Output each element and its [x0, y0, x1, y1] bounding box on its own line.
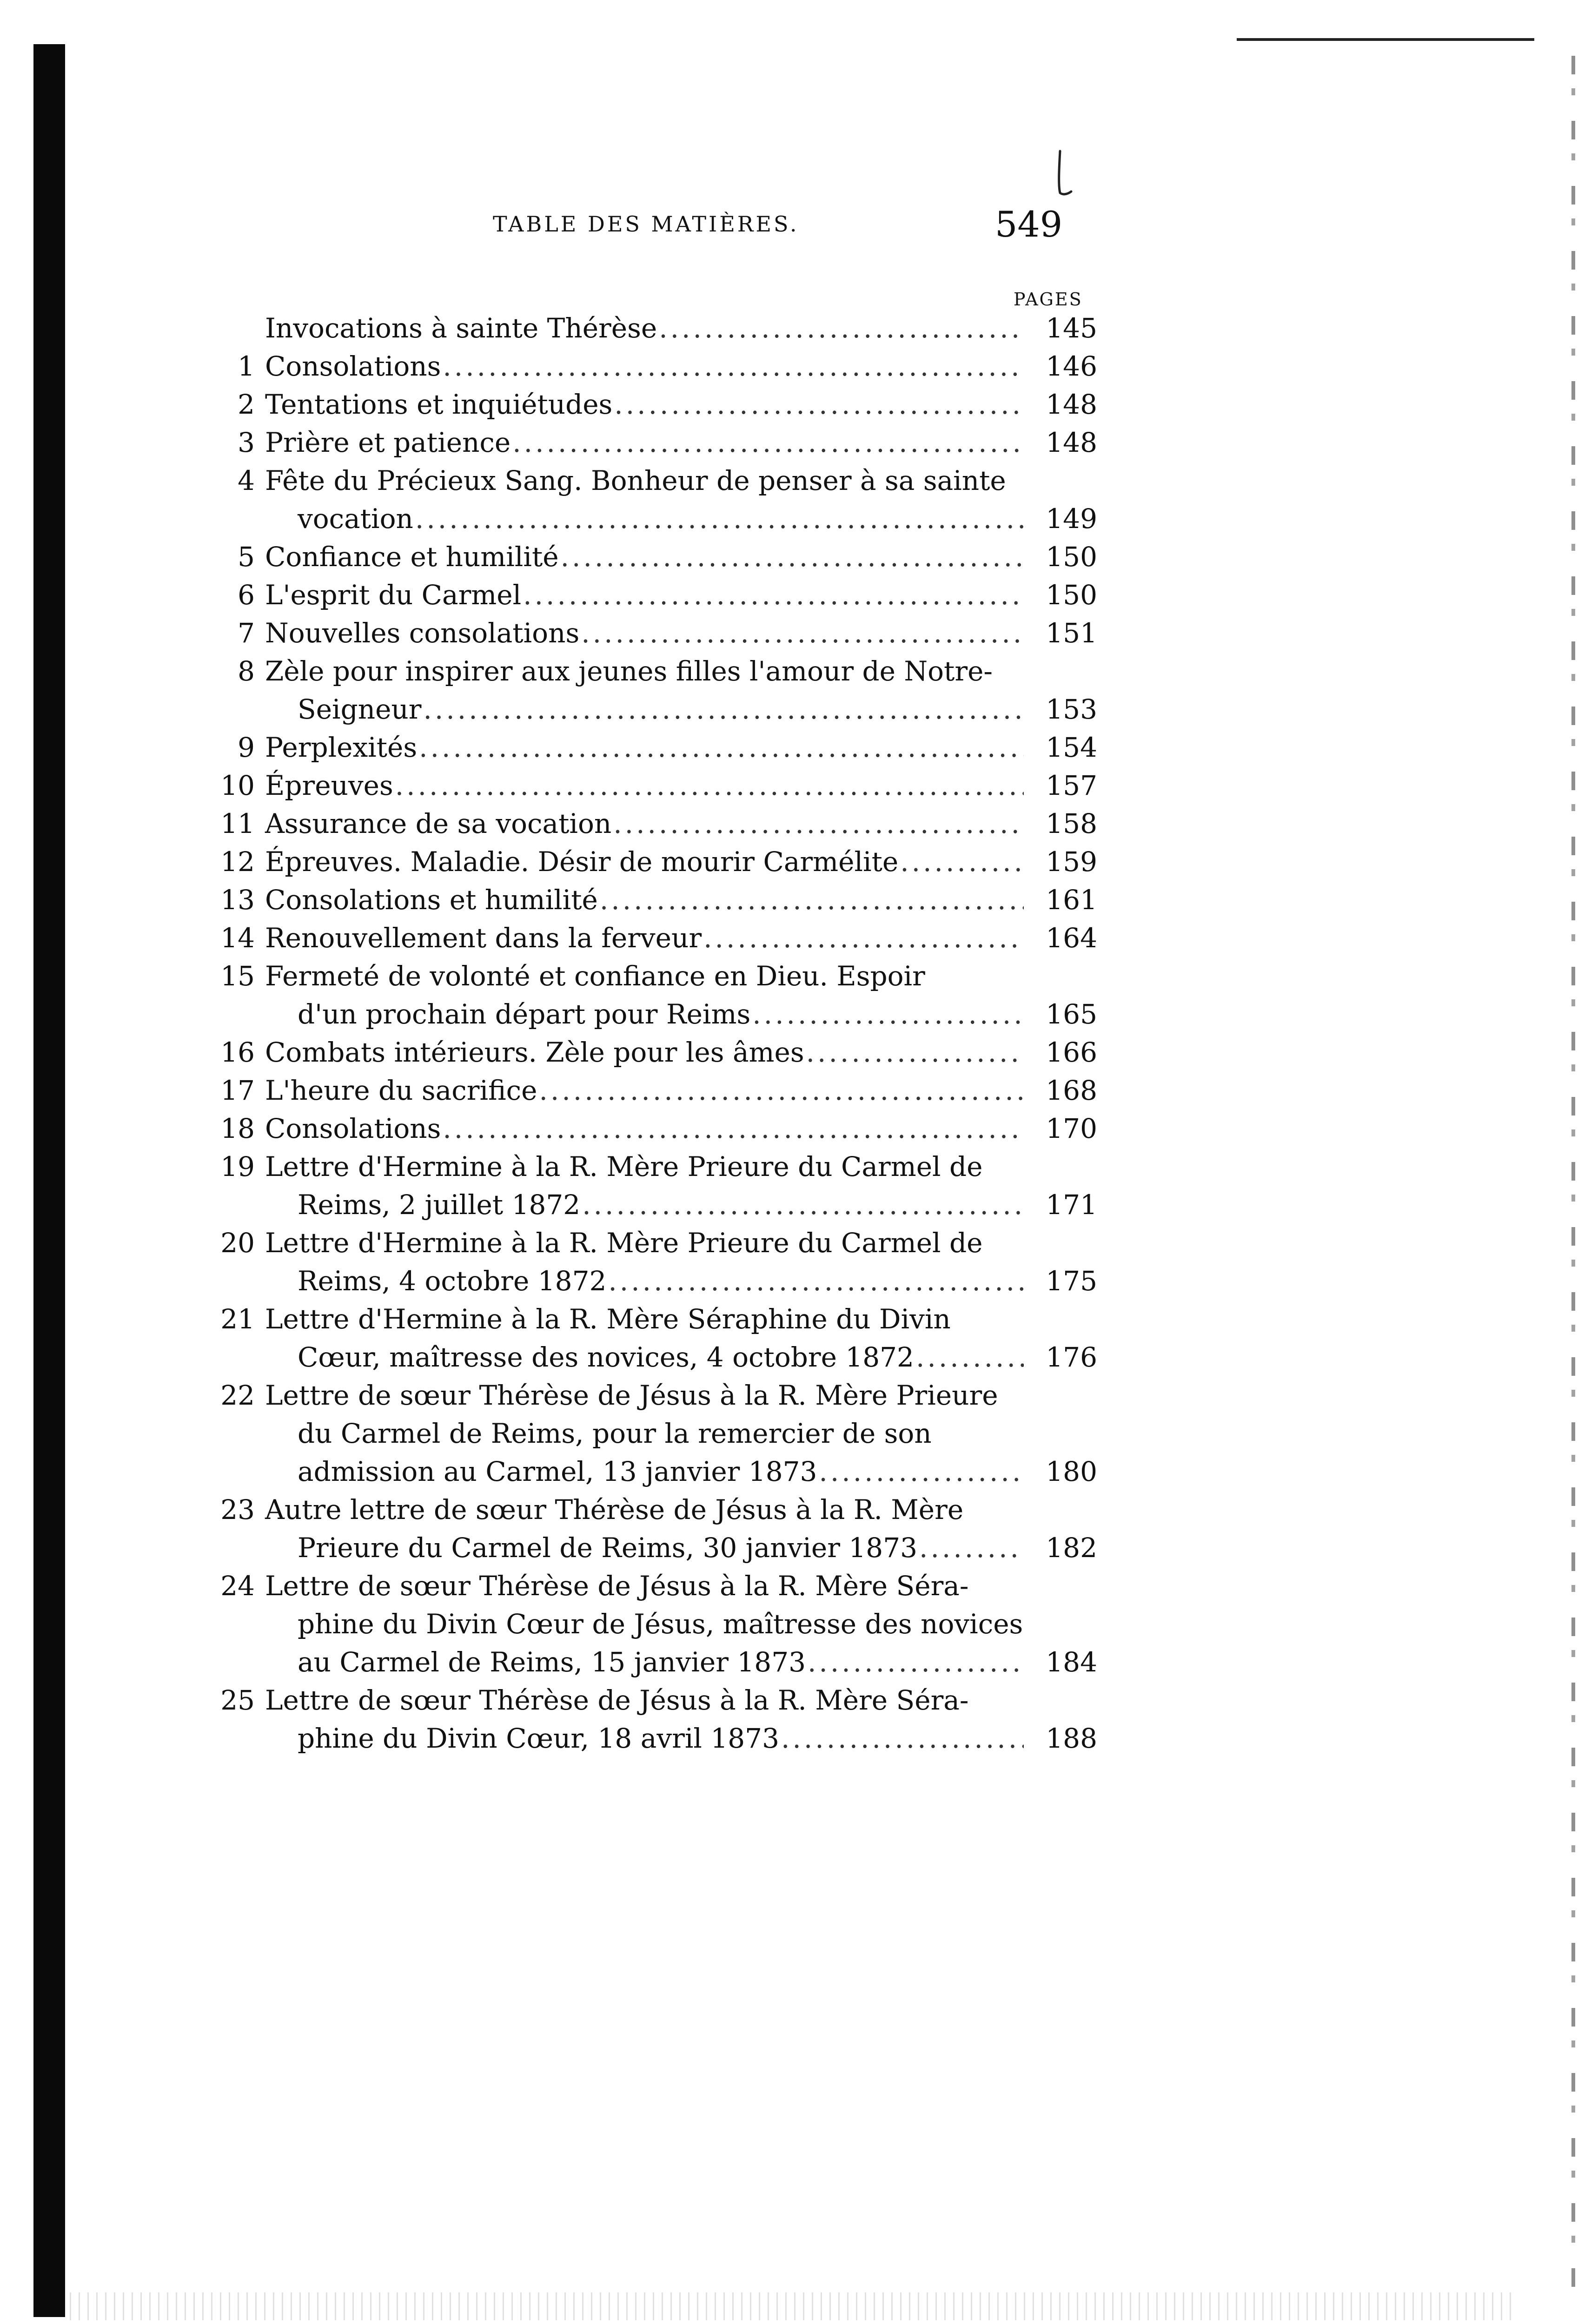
scan-bottom-noise [70, 2292, 1511, 2320]
toc-entry-body [265, 1109, 1097, 1148]
toc-entry-number: 25 [220, 1684, 255, 1716]
toc-entry-line [265, 1186, 1097, 1224]
toc-entry-body [265, 576, 1097, 614]
toc-entry-page: 158 [1046, 808, 1097, 839]
toc-entry-page: 145 [1046, 312, 1097, 344]
toc-entry-line [265, 1681, 1097, 1719]
toc-entry [205, 805, 1097, 843]
toc-dot-leader [395, 766, 1024, 805]
toc-entry-body [265, 843, 1097, 881]
toc-entry-title: Lettre d'Hermine à la R. Mère Prieure du Carmel de [265, 1151, 983, 1182]
toc-entry-line [265, 728, 1097, 766]
toc-entry-title: Seigneur [298, 693, 422, 725]
toc-entry [205, 538, 1097, 576]
toc-entry-title: Lettre d'Hermine à la R. Mère Prieure du Carmel de [265, 1227, 983, 1259]
toc-entry-number: 20 [220, 1227, 255, 1259]
toc-entry-title: L'esprit du Carmel [265, 579, 522, 611]
toc-entry-page: 157 [1046, 770, 1097, 801]
toc-entry-page: 184 [1046, 1646, 1097, 1678]
toc-entry [205, 881, 1097, 919]
toc-entry-title: Consolations [265, 350, 441, 382]
toc-entry-page: 180 [1046, 1456, 1097, 1487]
toc-dot-leader [419, 728, 1024, 766]
toc-entry-number: 6 [238, 579, 255, 611]
toc-entry-body [265, 1567, 1097, 1681]
toc-entry-number: 18 [220, 1113, 255, 1144]
toc-entry-title: Lettre d'Hermine à la R. Mère Séraphine du Divin [265, 1303, 951, 1335]
toc-entry-title: Prieure du Carmel de Reims, 30 janvier 1873 [298, 1532, 918, 1564]
toc-entry-number: 24 [220, 1570, 255, 1602]
toc-entry-line [265, 919, 1097, 957]
toc-entry-line [265, 385, 1097, 423]
toc-dot-leader [443, 1109, 1024, 1148]
toc-entry-line [265, 423, 1097, 462]
toc-entry-page: 148 [1046, 427, 1097, 458]
toc-entry-body [265, 309, 1097, 347]
toc-entry-body [265, 347, 1097, 385]
toc-entry-body [265, 538, 1097, 576]
toc-entry-body [265, 614, 1097, 652]
toc-entry [205, 957, 1097, 1033]
toc-entry-page: 159 [1046, 846, 1097, 878]
toc-entry-number: 1 [238, 350, 255, 382]
toc-entry-title: du Carmel de Reims, pour la remercier de son [298, 1418, 932, 1449]
toc-entry [205, 1148, 1097, 1224]
toc-entry [205, 347, 1097, 385]
toc-entry-body [265, 766, 1097, 805]
table-of-contents [205, 309, 1097, 1757]
toc-entry [205, 309, 1097, 347]
toc-entry-line [265, 576, 1097, 614]
toc-entry-title: Reims, 2 juillet 1872 [298, 1189, 581, 1221]
toc-entry-title: d'un prochain départ pour Reims [298, 998, 751, 1030]
toc-entry-number: 3 [238, 427, 255, 458]
toc-entry-title: Fête du Précieux Sang. Bonheur de penser à sa sainte [265, 465, 1006, 496]
toc-entry [205, 423, 1097, 462]
toc-entry-title: Consolations et humilité [265, 884, 598, 916]
toc-entry [205, 1224, 1097, 1300]
toc-dot-leader [582, 1186, 1024, 1224]
toc-dot-leader [561, 538, 1024, 576]
toc-entry-body [265, 1224, 1097, 1300]
toc-entry-title: Combats intérieurs. Zèle pour les âmes [265, 1037, 804, 1068]
toc-entry-page: 146 [1046, 350, 1097, 382]
toc-entry-line [265, 957, 1097, 995]
toc-entry-title: Reims, 4 octobre 1872 [298, 1265, 607, 1297]
toc-entry-page: 188 [1046, 1723, 1097, 1754]
toc-entry-title: Nouvelles consolations [265, 617, 580, 649]
toc-entry-body [265, 919, 1097, 957]
toc-dot-leader [512, 423, 1024, 462]
toc-dot-leader [919, 1529, 1024, 1567]
toc-entry-body [265, 1300, 1097, 1376]
toc-entry-title: Assurance de sa vocation [265, 808, 612, 839]
toc-entry-page: 170 [1046, 1113, 1097, 1144]
toc-entry-line [265, 1300, 1097, 1338]
toc-entry [205, 576, 1097, 614]
toc-entry [205, 1376, 1097, 1491]
toc-entry-number: 13 [220, 884, 255, 916]
toc-entry-title: Confiance et humilité [265, 541, 559, 573]
toc-entry-page: 151 [1046, 617, 1097, 649]
toc-entry-number: 23 [220, 1494, 255, 1525]
running-head: TABLE DES MATIÈRES. [493, 211, 799, 237]
toc-entry-number: 4 [238, 465, 255, 496]
toc-dot-leader [523, 576, 1024, 614]
toc-entry-number: 21 [220, 1303, 255, 1335]
pages-column-label: PAGES [1014, 289, 1083, 310]
toc-entry-number: 22 [220, 1380, 255, 1411]
toc-entry-title: au Carmel de Reims, 15 janvier 1873 [298, 1646, 806, 1678]
toc-entry-page: 176 [1046, 1341, 1097, 1373]
scan-binding-shadow [33, 44, 65, 2317]
page-number: 549 [995, 204, 1063, 245]
toc-entry [205, 1033, 1097, 1071]
toc-entry-body [265, 881, 1097, 919]
toc-entry-title: Cœur, maîtresse des novices, 4 octobre 1872 [298, 1341, 914, 1373]
toc-entry-line [265, 1643, 1097, 1681]
toc-entry [205, 1109, 1097, 1148]
toc-entry-line [265, 309, 1097, 347]
toc-entry-title: admission au Carmel, 13 janvier 1873 [298, 1456, 817, 1487]
toc-entry-title: Épreuves [265, 770, 393, 801]
toc-dot-leader [539, 1071, 1024, 1109]
toc-entry-line [265, 347, 1097, 385]
toc-entry [205, 1681, 1097, 1757]
toc-entry-body [265, 652, 1097, 728]
toc-entry [205, 1491, 1097, 1567]
toc-dot-leader [808, 1643, 1024, 1681]
toc-entry-line [265, 1033, 1097, 1071]
toc-dot-leader [659, 309, 1024, 347]
toc-entry-body [265, 462, 1097, 538]
toc-entry-number: 12 [220, 846, 255, 878]
toc-dot-leader [900, 843, 1024, 881]
toc-dot-leader [806, 1033, 1024, 1071]
toc-entry-page: 148 [1046, 389, 1097, 420]
toc-entry-line [265, 805, 1097, 843]
toc-dot-leader [581, 614, 1024, 652]
toc-entry-line [265, 766, 1097, 805]
toc-entry-line [265, 1719, 1097, 1757]
toc-entry-number: 16 [220, 1037, 255, 1068]
toc-entry-line [265, 995, 1097, 1033]
toc-dot-leader [752, 995, 1024, 1033]
toc-entry-number: 8 [238, 655, 255, 687]
toc-entry-title: Perplexités [265, 732, 418, 763]
toc-entry [205, 1300, 1097, 1376]
toc-entry-number: 5 [238, 541, 255, 573]
toc-dot-leader [703, 919, 1024, 957]
toc-entry [205, 1071, 1097, 1109]
toc-entry-body [265, 805, 1097, 843]
toc-entry-number: 10 [220, 770, 255, 801]
toc-entry-body [265, 1376, 1097, 1491]
toc-entry-line [265, 1529, 1097, 1567]
toc-entry [205, 919, 1097, 957]
toc-entry [205, 652, 1097, 728]
toc-entry-line [265, 1567, 1097, 1605]
toc-dot-leader [916, 1338, 1024, 1376]
toc-entry-number: 15 [220, 960, 255, 992]
toc-entry-body [265, 728, 1097, 766]
toc-entry-title: Lettre de sœur Thérèse de Jésus à la R. Mère Séra- [265, 1570, 969, 1602]
toc-entry [205, 385, 1097, 423]
toc-entry [205, 614, 1097, 652]
toc-entry-body [265, 1491, 1097, 1567]
toc-dot-leader [443, 347, 1024, 385]
toc-entry-line [265, 1071, 1097, 1109]
toc-entry-body [265, 1033, 1097, 1071]
toc-entry-line [265, 843, 1097, 881]
toc-entry [205, 728, 1097, 766]
toc-entry-line [265, 1414, 1097, 1452]
scan-top-rule [1237, 38, 1534, 41]
toc-entry-page: 149 [1046, 503, 1097, 535]
toc-entry-line [265, 1605, 1097, 1643]
toc-entry-title: Invocations à sainte Thérèse [265, 312, 657, 344]
toc-entry-body [265, 1148, 1097, 1224]
toc-entry-line [265, 1452, 1097, 1491]
toc-entry-body [265, 957, 1097, 1033]
toc-entry-page: 161 [1046, 884, 1097, 916]
toc-dot-leader [613, 805, 1024, 843]
toc-entry-title: Renouvellement dans la ferveur [265, 922, 702, 954]
toc-entry-line [265, 652, 1097, 690]
toc-entry-page: 182 [1046, 1532, 1097, 1564]
toc-entry-line [265, 538, 1097, 576]
toc-entry-line [265, 614, 1097, 652]
toc-entry-number: 19 [220, 1151, 255, 1182]
toc-dot-leader [819, 1452, 1024, 1491]
toc-entry-body [265, 1681, 1097, 1757]
toc-entry-page: 150 [1046, 579, 1097, 611]
toc-entry-number: 11 [220, 808, 255, 839]
toc-entry-body [265, 1071, 1097, 1109]
toc-entry-title: Tentations et inquiétudes [265, 389, 613, 420]
toc-entry-title: Consolations [265, 1113, 441, 1144]
scan-right-edge [1571, 56, 1575, 2287]
toc-entry-line [265, 1376, 1097, 1414]
toc-entry-title: L'heure du sacrifice [265, 1075, 537, 1106]
toc-entry-line [265, 881, 1097, 919]
toc-dot-leader [781, 1719, 1024, 1757]
toc-entry-line [265, 462, 1097, 500]
toc-dot-leader [415, 500, 1024, 538]
toc-dot-leader [600, 881, 1024, 919]
toc-entry-line [265, 1338, 1097, 1376]
toc-entry-title: Zèle pour inspirer aux jeunes filles l'amour de Notre- [265, 655, 993, 687]
toc-dot-leader [614, 385, 1024, 423]
toc-entry-line [265, 1491, 1097, 1529]
toc-entry-title: Lettre de sœur Thérèse de Jésus à la R. Mère Séra- [265, 1684, 969, 1716]
toc-entry-title: Autre lettre de sœur Thérèse de Jésus à la R. Mère [265, 1494, 964, 1525]
toc-entry-title: phine du Divin Cœur de Jésus, maîtresse des novices [298, 1608, 1023, 1640]
toc-entry-line [265, 1262, 1097, 1300]
toc-entry-page: 168 [1046, 1075, 1097, 1106]
toc-entry-page: 150 [1046, 541, 1097, 573]
toc-entry-body [265, 423, 1097, 462]
toc-entry-title: vocation [298, 503, 413, 535]
toc-entry-title: phine du Divin Cœur, 18 avril 1873 [298, 1723, 779, 1754]
toc-entry-title: Lettre de sœur Thérèse de Jésus à la R. Mère Prieure [265, 1380, 998, 1411]
toc-entry [205, 843, 1097, 881]
toc-entry-line [265, 500, 1097, 538]
toc-dot-leader [424, 690, 1024, 728]
toc-entry-number: 9 [238, 732, 255, 763]
toc-dot-leader [608, 1262, 1024, 1300]
toc-entry-number: 2 [238, 389, 255, 420]
toc-entry-number: 14 [220, 922, 255, 954]
toc-entry-number: 7 [238, 617, 255, 649]
toc-entry-page: 164 [1046, 922, 1097, 954]
toc-entry-title: Fermeté de volonté et confiance en Dieu. Espoir [265, 960, 925, 992]
toc-entry-page: 165 [1046, 998, 1097, 1030]
toc-entry-page: 166 [1046, 1037, 1097, 1068]
toc-entry-line [265, 1109, 1097, 1148]
toc-entry-line [265, 690, 1097, 728]
toc-entry-page: 154 [1046, 732, 1097, 763]
toc-entry-number: 17 [220, 1075, 255, 1106]
toc-entry-line [265, 1224, 1097, 1262]
toc-entry-page: 171 [1046, 1189, 1097, 1221]
toc-entry-title: Prière et patience [265, 427, 511, 458]
toc-entry-line [265, 1148, 1097, 1186]
toc-entry-page: 175 [1046, 1265, 1097, 1297]
toc-entry [205, 462, 1097, 538]
pencil-mark-icon [1054, 149, 1073, 200]
toc-entry-title: Épreuves. Maladie. Désir de mourir Carmélite [265, 846, 899, 878]
toc-entry-page: 153 [1046, 693, 1097, 725]
toc-entry [205, 766, 1097, 805]
toc-entry-body [265, 385, 1097, 423]
toc-entry [205, 1567, 1097, 1681]
